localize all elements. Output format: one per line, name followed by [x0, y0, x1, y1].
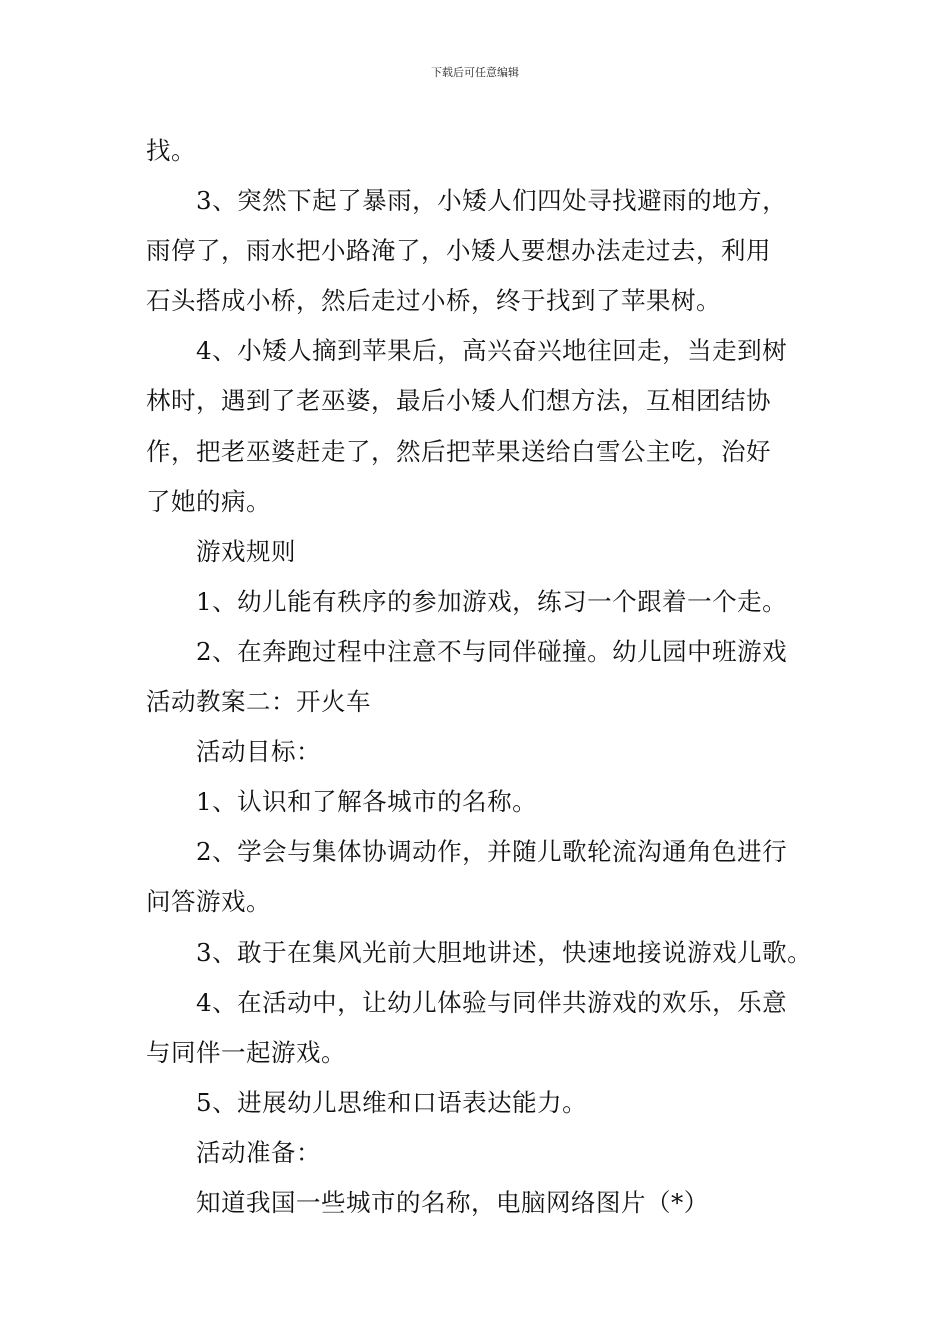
- text-line: 知道我国一些城市的名称，电脑网络图片（*）: [196, 1187, 709, 1217]
- text-line: 5、进展幼儿思维和口语表达能力。: [196, 1087, 588, 1117]
- section-heading: 游戏规则: [196, 536, 296, 566]
- text-line: 找。: [146, 136, 196, 165]
- text-line: 林时，遇到了老巫婆，最后小矮人们想方法，互相团结协: [146, 386, 771, 416]
- text-line: 4、在活动中，让幼儿体验与同伴共游戏的欢乐，乐意: [196, 987, 788, 1017]
- text-line: 3、突然下起了暴雨，小矮人们四处寻找避雨的地方，: [196, 186, 788, 216]
- text-line: 石头搭成小桥，然后走过小桥，终于找到了苹果树。: [146, 286, 721, 316]
- section-heading: 活动目标：: [196, 737, 321, 767]
- document-body: [146, 126, 813, 1228]
- text-line: 1、幼儿能有秩序的参加游戏，练习一个跟着一个走。: [196, 586, 788, 616]
- text-line: 作，把老巫婆赶走了，然后把苹果送给白雪公主吃，治好: [146, 436, 771, 466]
- text-line: 3、敢于在集风光前大胆地讲述，快速地接说游戏儿歌。: [196, 937, 813, 967]
- text-line: 2、学会与集体协调动作，并随儿歌轮流沟通角色进行: [196, 837, 788, 867]
- text-line: 活动教案二：开火车: [146, 687, 371, 717]
- text-line: 4、小矮人摘到苹果后，高兴奋兴地往回走，当走到树: [196, 336, 788, 366]
- text-line: 了她的病。: [146, 486, 271, 516]
- text-line: 1、认识和了解各城市的名称。: [196, 787, 538, 817]
- text-line: 2、在奔跑过程中注意不与同伴碰撞。幼儿园中班游戏: [196, 636, 788, 666]
- section-heading: 活动准备：: [196, 1137, 321, 1167]
- text-line: 问答游戏。: [146, 887, 271, 917]
- page-header: 下载后可任意编辑: [431, 66, 519, 79]
- text-line: 与同伴一起游戏。: [146, 1037, 346, 1067]
- text-line: 雨停了，雨水把小路淹了，小矮人要想办法走过去，利用: [146, 236, 771, 266]
